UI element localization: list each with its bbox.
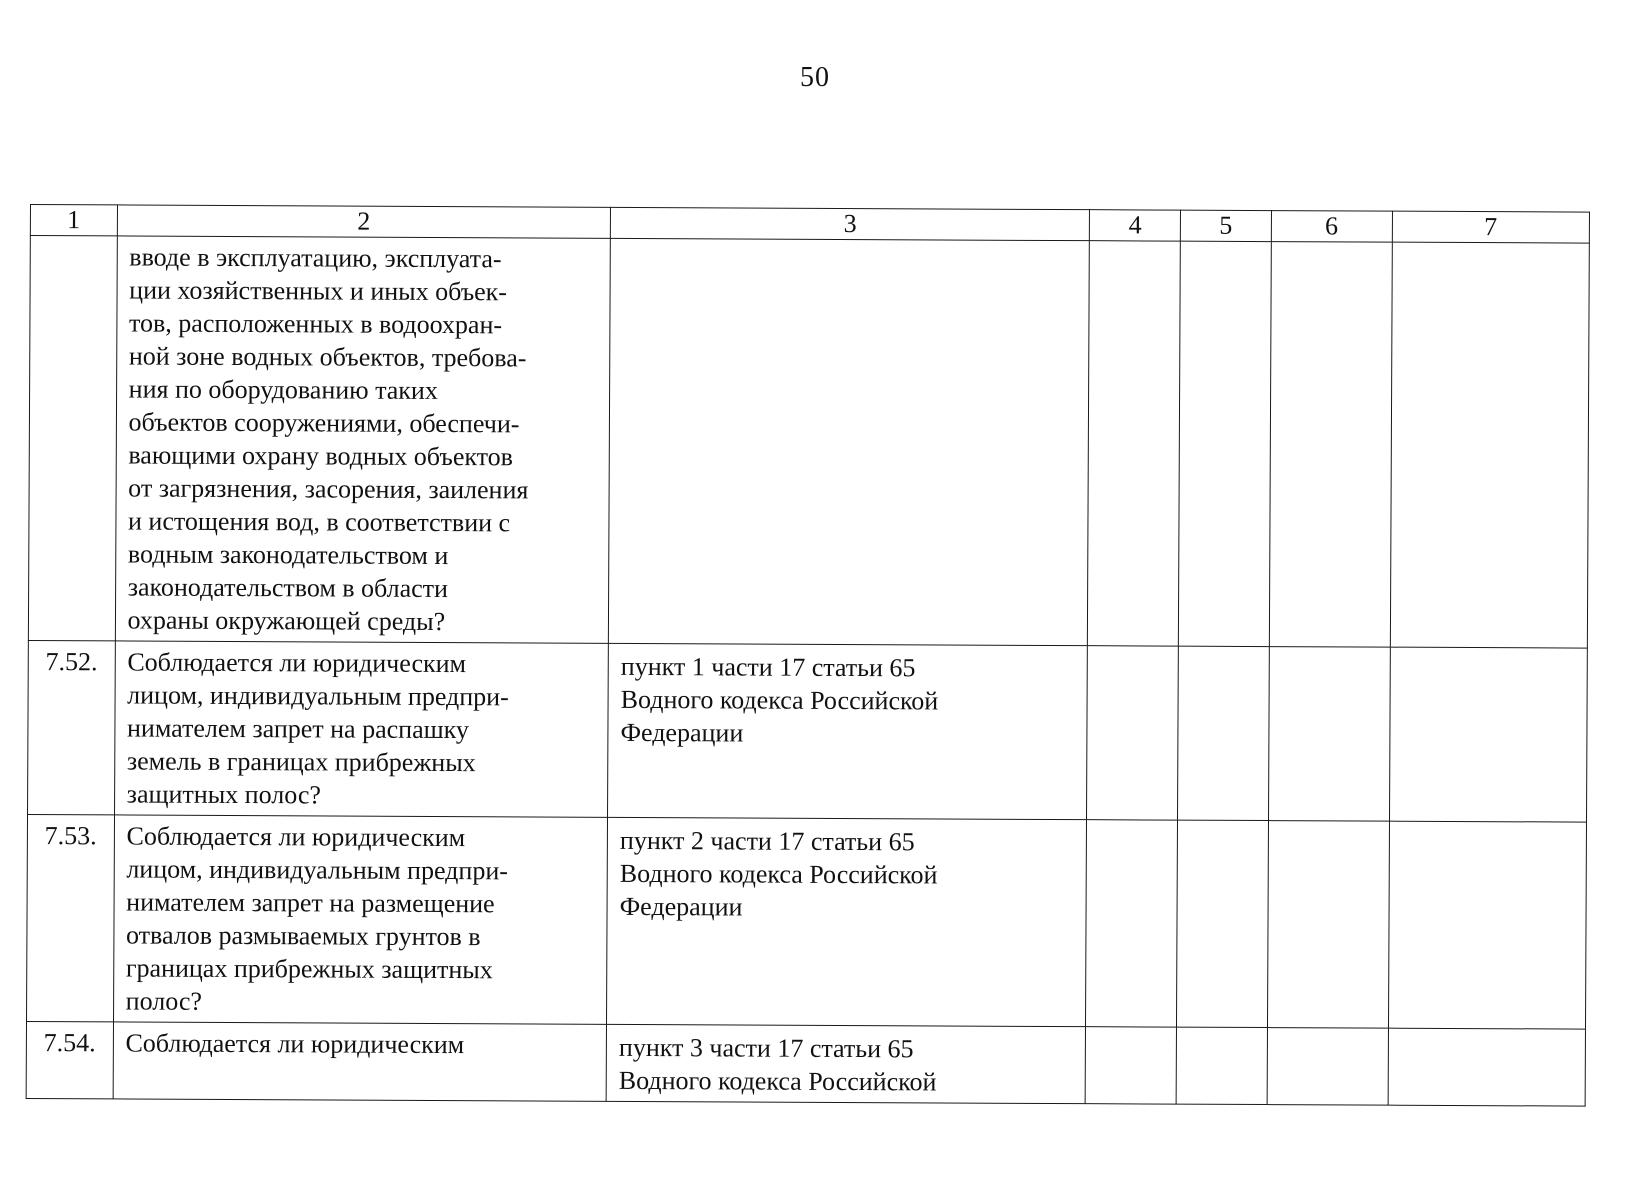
column-header: 7 — [1392, 211, 1590, 243]
reference-cell — [607, 817, 1087, 1026]
column-header: 5 — [1180, 210, 1271, 241]
item-number-cell: 7.52. — [28, 640, 115, 814]
question-text: Соблюдается ли юридическим лицом, индивидуальным предпри- нимателем запрет на размещение отвалов размываемых грунтов в границах прибрежных защитных полос? — [125, 821, 509, 1016]
note-cell-7 — [1388, 821, 1586, 1029]
question-cell — [113, 815, 607, 1024]
note-cell-7 — [1388, 1028, 1586, 1106]
table-row — [28, 640, 1588, 822]
item-number-cell — [28, 236, 117, 641]
answer-cell-4 — [1088, 241, 1181, 646]
answer-cell-5 — [1178, 646, 1269, 820]
answer-cell-6 — [1267, 821, 1389, 1029]
question-text: вводе в эксплуатацию, эксплуата- ции хозяйственных и иных объек- тов, расположенных в водоохран- ной зоне водных объектов, требова- ния по оборудованию таких объектов сооружениями, обеспечи- вающими охрану водных объектов от загрязнения, засорения, заиления и истощения вод, в соответствии с водным законодательством и законодательством в области охраны окружающей среды? — [127, 242, 529, 637]
answer-cell-4 — [1086, 820, 1178, 1027]
column-header: 3 — [610, 207, 1090, 240]
question-cell — [113, 1022, 607, 1101]
answer-cell-4 — [1087, 646, 1178, 820]
note-cell-7 — [1390, 242, 1589, 648]
answer-cell-5 — [1177, 820, 1269, 1027]
reference-text — [623, 243, 1079, 247]
table-row — [28, 236, 1589, 649]
question-text: Соблюдается ли юридическим — [125, 1028, 465, 1060]
reference-cell — [606, 1024, 1086, 1103]
note-cell-7 — [1389, 647, 1587, 822]
question-text: Соблюдается ли юридическим лицом, индивидуальным предпри- нимателем запрет на распашку земель в границах прибрежных защитных полос? — [126, 647, 509, 810]
reference-text: пункт 2 части 17 статьи 65 Водного кодекса Российской Федерации — [619, 825, 938, 922]
question-cell — [115, 236, 610, 643]
answer-cell-5 — [1178, 241, 1271, 646]
column-header: 4 — [1090, 210, 1181, 241]
reference-cell — [608, 643, 1088, 819]
page-number: 50 — [800, 62, 830, 93]
reference-cell — [608, 238, 1089, 645]
answer-cell-4 — [1086, 1027, 1177, 1104]
answer-cell-6 — [1268, 647, 1390, 822]
answer-cell-6 — [1267, 1028, 1388, 1106]
column-header: 6 — [1271, 211, 1392, 243]
reference-text: пункт 3 части 17 статьи 65 Водного кодекса Российской — [618, 1032, 937, 1097]
table-row — [26, 1021, 1585, 1106]
item-number-cell: 7.54. — [26, 1021, 113, 1098]
reference-text: пункт 1 части 17 статьи 65 Водного кодекса Российской Федерации — [620, 651, 939, 748]
item-number-cell: 7.53. — [27, 814, 115, 1021]
checklist-table — [26, 204, 1590, 1107]
question-cell — [114, 641, 608, 817]
answer-cell-6 — [1269, 242, 1392, 648]
answer-cell-5 — [1176, 1027, 1267, 1104]
table-row — [27, 814, 1587, 1029]
column-header: 2 — [117, 205, 611, 238]
column-header: 1 — [30, 205, 117, 236]
